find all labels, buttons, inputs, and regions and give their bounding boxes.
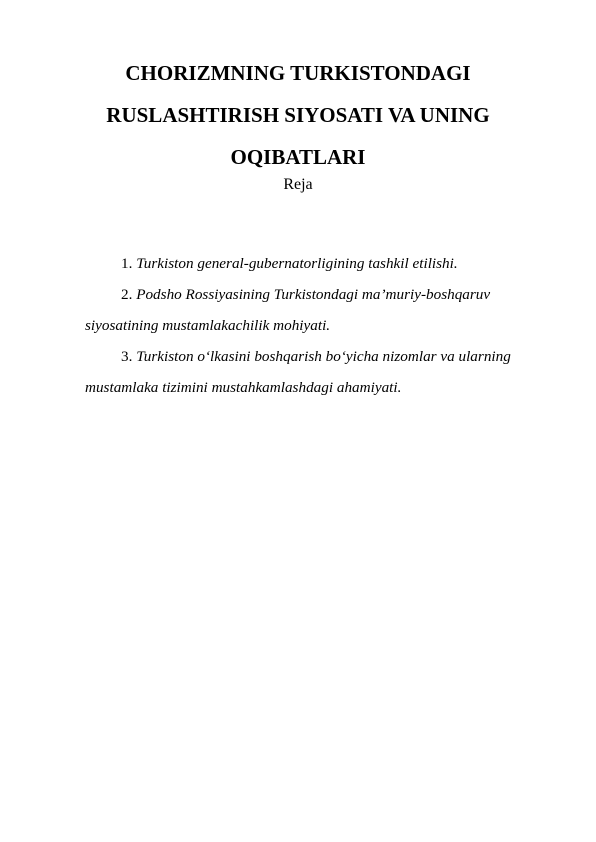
plan-item-3 [85, 341, 539, 403]
plan-item-1 [85, 248, 539, 279]
plan-item-text: Turkiston general-gubernatorligining tashkil etilishi. [136, 255, 458, 272]
plan-item-text: Turkiston o‘lkasini boshqarish bo‘yicha nizomlar va ularning mustamlaka tizimini mustahkamlashdagi ahamiyati. [85, 348, 511, 396]
plan-item-number: 3. [121, 348, 133, 365]
plan-item-number: 2. [121, 286, 133, 303]
plan-item-text: Podsho Rossiyasining Turkistondagi ma’muriy-boshqaruv siyosatining mustamlakachilik mohiyati. [85, 286, 491, 334]
plan-list [85, 248, 539, 403]
plan-item-2 [85, 279, 539, 341]
plan-heading: Reja [283, 176, 313, 193]
title-line-3: OQIBATLARI [230, 145, 366, 169]
title-line-1: CHORIZMNING TURKISTONDAGI [125, 61, 471, 85]
document-title [60, 52, 536, 178]
title-line-2: RUSLASHTIRISH SIYOSATI VA UNING [106, 103, 490, 127]
plan-item-number: 1. [121, 255, 133, 272]
